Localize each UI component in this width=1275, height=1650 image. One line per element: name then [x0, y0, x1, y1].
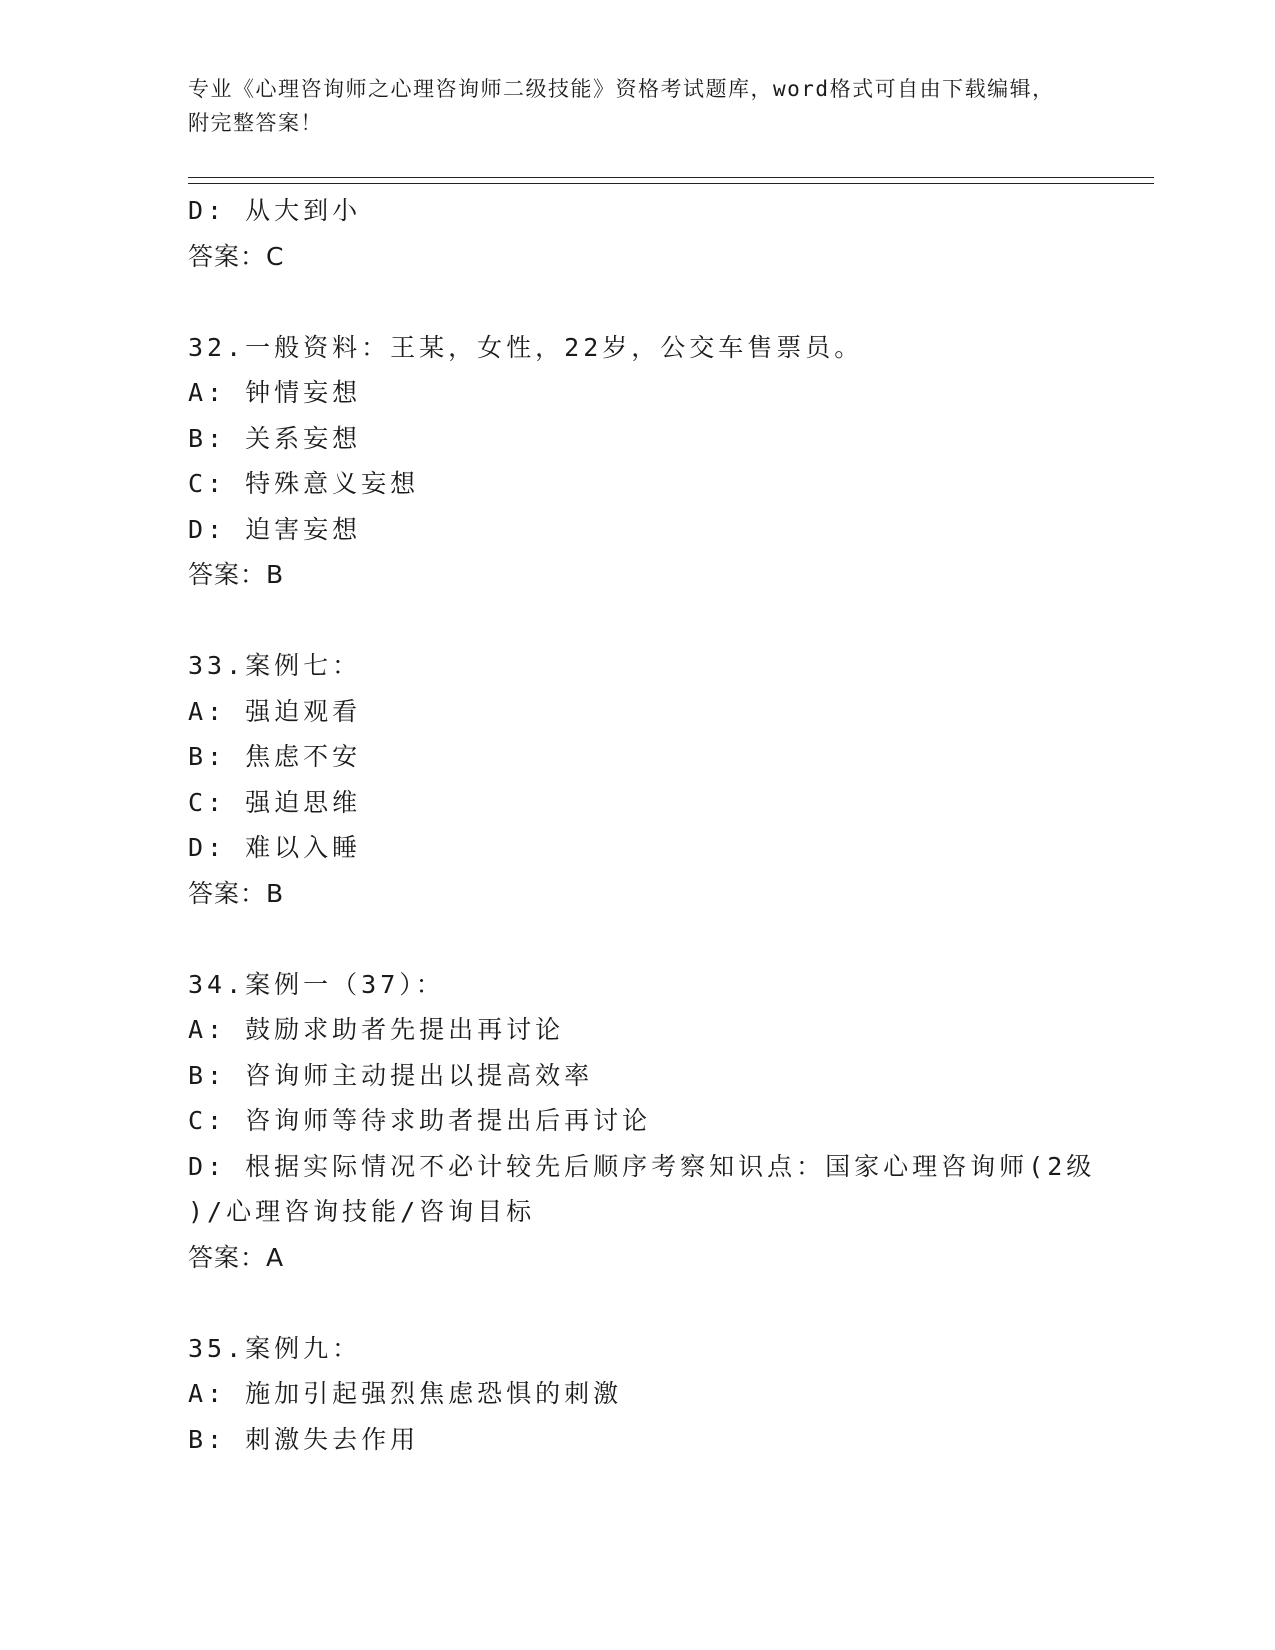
question-title: 34.案例一（37）： [188, 969, 445, 999]
question-title: 32.一般资料：王某，女性，22岁，公交车售票员。 [188, 332, 864, 362]
option-c: C: 咨询师等待求助者提出后再讨论 [188, 1106, 652, 1135]
option-d: D: 根据实际情况不必计较先后顺序考察知识点：国家心理咨询师(2级 [188, 1151, 1096, 1181]
option-b: B: 关系妄想 [188, 423, 362, 453]
header-divider [188, 177, 1154, 184]
answer-line: 答案：B [188, 560, 285, 589]
option-b: B: 焦虑不安 [188, 742, 362, 771]
question-34 [188, 962, 1096, 1281]
option-a: A: 钟情妄想 [188, 378, 362, 407]
document-header: 专业《心理咨询师之心理咨询师二级技能》资格考试题库，word格式可自由下载编辑，附完整答案！ [188, 77, 1055, 135]
option-d: D: 从大到小 [188, 196, 362, 225]
question-content [188, 188, 1096, 1462]
option-d: D: 难以入睡 [188, 833, 362, 862]
option-b: B: 咨询师主动提出以提高效率 [188, 1060, 594, 1090]
option-a: A: 施加引起强烈焦虑恐惧的刺激 [188, 1379, 623, 1408]
answer-line: 答案：C [188, 241, 285, 271]
spacer [188, 1280, 1088, 1326]
question-32 [188, 325, 1088, 598]
option-a: A: 鼓励求助者先提出再讨论 [188, 1015, 565, 1044]
spacer [188, 598, 1088, 644]
answer-line: 答案：B [188, 878, 285, 908]
option-b: B: 刺激失去作用 [188, 1424, 420, 1454]
option-c: C: 特殊意义妄想 [188, 469, 420, 498]
option-c: C: 强迫思维 [188, 787, 362, 817]
question-33 [188, 643, 1088, 916]
spacer [188, 916, 1088, 962]
option-d: D: 迫害妄想 [188, 514, 362, 544]
option-a: A: 强迫观看 [188, 696, 362, 726]
spacer [188, 279, 1088, 325]
option-d-continuation: )/心理咨询技能/咨询目标 [188, 1197, 536, 1226]
answer-line: 答案：A [188, 1242, 285, 1272]
question-title: 35.案例九： [188, 1333, 362, 1363]
question-title: 33.案例七： [188, 651, 362, 680]
question-35 [188, 1326, 1088, 1463]
